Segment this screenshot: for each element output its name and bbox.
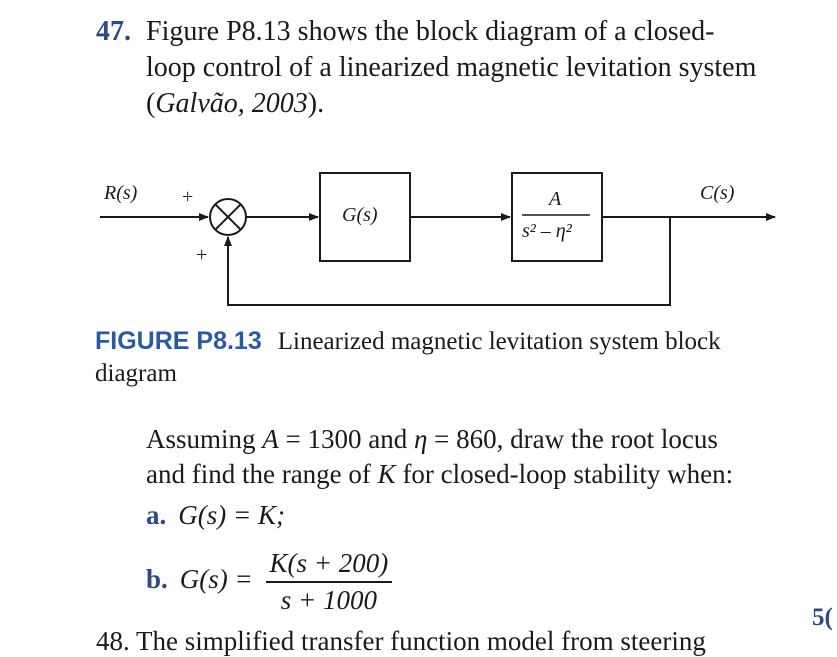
plant-denominator-text: s² – η² — [522, 220, 572, 242]
question-text-5: for closed-loop stability when: — [395, 459, 734, 489]
feedback-path — [228, 217, 670, 305]
question-text-2: = 1300 and — [278, 424, 414, 454]
symbol-A: A — [262, 424, 279, 454]
plant-block — [512, 173, 602, 261]
paren-close: ). — [307, 88, 325, 119]
problem-line-3 — [146, 86, 786, 122]
part-a-expression: G(s) = K; — [178, 500, 285, 530]
problem-statement — [146, 14, 786, 122]
problem-line-2: loop control of a linearized magnetic levitation system — [146, 52, 757, 83]
plant-numerator — [549, 188, 561, 211]
citation: Galvão, 2003 — [155, 88, 308, 119]
block-diagram-lines — [90, 160, 790, 320]
part-b — [146, 548, 392, 616]
problem-line-1: Figure P8.13 shows the block diagram of a closed- — [146, 16, 715, 47]
question-text-1: Assuming — [146, 424, 263, 454]
output-label — [700, 182, 734, 205]
question-text-4: and find the range of — [146, 459, 378, 489]
input-label — [104, 182, 137, 205]
question-text — [146, 422, 806, 492]
part-b-fraction — [266, 548, 393, 616]
part-b-denominator: s + 1000 — [280, 585, 377, 615]
part-a-label: a. — [146, 500, 167, 530]
output-label-text: C(s) — [700, 182, 735, 204]
part-b-numerator: K(s + 200) — [266, 548, 393, 583]
symbol-eta: η — [414, 424, 428, 454]
plant-numerator-text: A — [549, 188, 562, 210]
question-text-3: = 860, draw the root locus — [427, 424, 718, 454]
summing-junction — [210, 199, 246, 235]
figure-caption — [95, 325, 775, 390]
plant-denominator — [522, 220, 572, 243]
part-b-lhs: G(s) = — [179, 564, 253, 595]
controller-label-text: G(s) — [342, 204, 378, 226]
symbol-K: K — [377, 459, 396, 489]
next-problem-cutoff: 48. The simplified transfer function model from steering — [96, 626, 706, 656]
part-a — [146, 500, 285, 531]
page-number: 5( — [812, 604, 833, 631]
sum-bottom-sign: + — [196, 244, 208, 266]
figure-label: FIGURE P8.13 — [95, 327, 262, 355]
controller-label — [342, 204, 378, 227]
paren-open: ( — [146, 88, 156, 119]
problem-number: 47. — [96, 16, 131, 47]
block-diagram — [90, 160, 790, 320]
figure-caption-text: Linearized magnetic levitation system block diagram — [95, 328, 721, 387]
input-label-text: R(s) — [104, 182, 138, 204]
sum-top-sign: + — [182, 186, 194, 208]
part-b-label: b. — [146, 564, 168, 595]
